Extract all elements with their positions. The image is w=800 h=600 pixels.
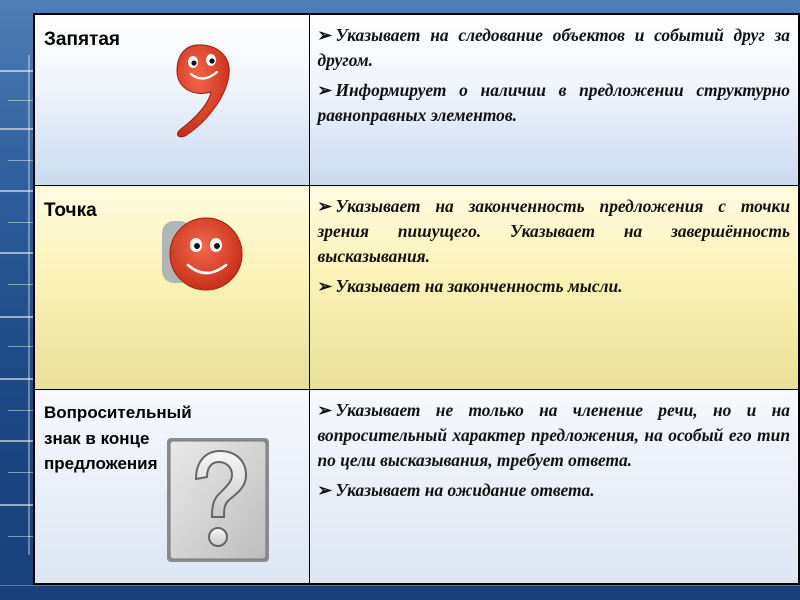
bullet-arrow-icon: ➢ — [317, 400, 333, 420]
description-cell — [309, 390, 799, 585]
background-tick — [0, 70, 36, 72]
description-cell — [309, 186, 799, 390]
background-tick — [0, 252, 36, 254]
table-row-period — [34, 186, 799, 390]
description-cell — [309, 14, 799, 186]
background-tick — [8, 536, 36, 537]
background-tick — [8, 472, 36, 473]
bullet-arrow-icon: ➢ — [317, 80, 333, 100]
description-item: ➢ Указывает на законченность предложения с точки зрения пишущего. Указывает на завершённость высказывания. — [317, 196, 790, 266]
background-vertical-line — [28, 55, 30, 555]
background-tick — [8, 100, 36, 101]
question-mark-icon — [166, 437, 270, 563]
background-tick — [0, 440, 36, 442]
table-row-comma — [34, 14, 799, 186]
bullet-arrow-icon: ➢ — [317, 25, 333, 45]
description-item: ➢ Указывает не только на членение речи, но и на вопросительный характер предложения, на особый его тип по цели высказывания, требует ответа. — [317, 400, 790, 470]
background-tick — [0, 190, 36, 192]
description-item: ➢ Указывает на следование объектов и событий друг за другом. — [317, 25, 790, 70]
background-tick — [8, 346, 36, 347]
term-label: Вопросительный знак в конце предложения — [44, 403, 192, 473]
punctuation-table — [33, 13, 800, 585]
background-tick — [0, 316, 36, 318]
term-label: Точка — [44, 200, 97, 221]
bullet-arrow-icon: ➢ — [317, 276, 333, 296]
background-horizontal-line — [0, 585, 800, 586]
background-tick — [8, 410, 36, 411]
description-item: ➢ Указывает на ожидание ответа. — [318, 478, 791, 503]
comma-face-icon — [155, 40, 235, 140]
bullet-arrow-icon: ➢ — [317, 196, 333, 216]
background-tick — [0, 504, 36, 506]
background-tick — [8, 284, 36, 285]
dot-face-icon — [158, 215, 248, 293]
background-tick — [0, 378, 36, 380]
table-row-question-mark — [34, 390, 799, 585]
background-tick — [8, 222, 36, 223]
description-item: ➢ Указывает на законченность мысли. — [318, 274, 791, 299]
term-label: Запятая — [44, 29, 120, 50]
description-item: ➢ Информирует о наличии в предложении структурно равноправных элементов. — [317, 80, 790, 125]
background-tick — [8, 160, 36, 161]
bullet-arrow-icon: ➢ — [317, 480, 333, 500]
background-tick — [0, 128, 36, 130]
